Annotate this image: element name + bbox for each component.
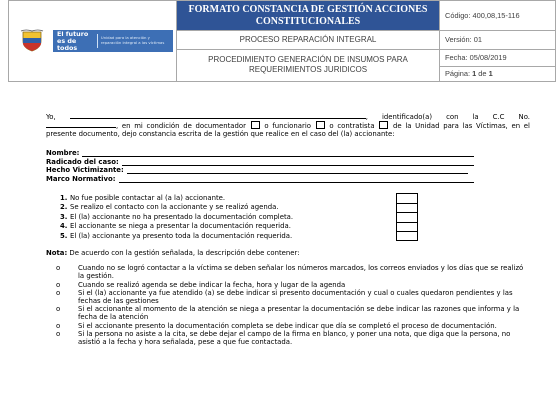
field-radicado [46, 157, 530, 166]
case-fields [46, 149, 530, 183]
field-label: Hecho Victimizante: [46, 166, 124, 175]
field-line[interactable] [82, 150, 474, 157]
tagline-divider [97, 34, 98, 48]
bullet-marker: o [56, 288, 61, 297]
field-line[interactable] [119, 176, 475, 183]
option-text: El (la) accionante ya presento toda la documentación requerida. [70, 232, 293, 241]
list-item [56, 281, 530, 289]
funcionario-checkbox[interactable] [316, 121, 325, 129]
option-item [60, 212, 530, 222]
note [46, 249, 530, 257]
field-label: Nombre: [46, 149, 80, 157]
instructions-list [56, 264, 530, 346]
list-item-text: Cuando no se logró contactar a la víctima se deben señalar los números marcados, los correos enviados y los días que se realizó la gestión. [78, 264, 524, 281]
field-line[interactable] [122, 159, 474, 166]
document-header [8, 0, 556, 82]
logo [13, 1, 172, 81]
option-checkbox[interactable] [396, 193, 418, 203]
bullet-marker: o [56, 264, 61, 273]
option-text: Se realizo el contacto con la accionante y se realizó agenda. [70, 203, 279, 212]
tagline-sub: Unidad para la atención y reparación integral a las víctimas [100, 35, 165, 45]
bullet-marker: o [56, 305, 61, 314]
option-checkbox[interactable] [396, 203, 418, 213]
document-version: Versión: 01 [440, 31, 556, 49]
field-label: Radicado del caso: [46, 157, 119, 166]
contratista-checkbox[interactable] [379, 121, 388, 129]
option-checkbox[interactable] [396, 222, 418, 232]
option-item [60, 222, 530, 232]
government-tagline [53, 30, 173, 52]
option-number: 4. [60, 222, 68, 231]
document-body [46, 112, 530, 346]
list-item [56, 322, 530, 330]
list-item-text: Cuando se realizó agenda se debe indicar la fecha, hora y lugar de la agenda [78, 280, 346, 289]
option-checkbox[interactable] [396, 212, 418, 222]
logo-cell [9, 1, 177, 82]
documentador-checkbox[interactable] [251, 121, 260, 129]
list-item-text: Si el accionante presento la documentación completa se debe indicar que día se completó el proceso de documentación. [78, 321, 497, 330]
document-date: Fecha: 05/08/2019 [440, 49, 556, 66]
bullet-marker: o [56, 321, 61, 330]
list-item [56, 264, 530, 280]
option-text: El (la) accionante no ha presentado la documentación completa. [70, 212, 294, 221]
page-number: Página: 1 de 1 [440, 66, 556, 81]
tagline-main: El futuro es de todos [57, 29, 89, 52]
list-item [56, 289, 530, 305]
note-label: Nota: [46, 248, 68, 257]
field-line[interactable] [127, 167, 468, 174]
document-code: Código: 400,08,15-116 [440, 1, 556, 31]
process-name: PROCESO REPARACIÓN INTEGRAL [177, 31, 440, 49]
field-hecho [46, 166, 530, 175]
option-item [60, 231, 530, 241]
option-number: 2. [60, 203, 68, 212]
list-item-text: Si la persona no asiste a la cita, se debe dejar el campo de la firma en blanco, y poner una nota, que diga que la persona, no asistió a la fecha y hora señalada, pese a que fue contactada. [78, 329, 511, 346]
bullet-marker: o [56, 329, 61, 338]
procedure-name: PROCEDIMIENTO GENERACIÓN DE INSUMOS PARA REQUERIMIENTOS JURIDICOS [177, 49, 440, 81]
option-text: El accionante se niega a presentar la documentación requerida. [70, 222, 291, 231]
management-options [60, 193, 530, 241]
option-checkbox[interactable] [396, 231, 418, 241]
option-number: 3. [60, 212, 68, 221]
field-marco [46, 174, 530, 183]
name-blank-line[interactable] [70, 112, 366, 119]
option-number: 5. [60, 232, 68, 241]
intro-paragraph: Yo, , identificado(a) con la C.C No. , en mi condición de documentador o funcionario o contratista de la Unidad para las Víctimas, en el presente documento, dejo constancia escrita de la gestión que realice en el caso del (la) accionante: [46, 113, 530, 139]
bullet-marker: o [56, 280, 61, 289]
field-label: Marco Normativo: [46, 174, 116, 183]
note-text: De acuerdo con la gestión señalada, la descripción debe contener: [67, 248, 300, 257]
coat-of-arms-icon [19, 29, 45, 53]
option-text: No fue posible contactar al (a la) accionante. [70, 193, 226, 202]
option-item [60, 203, 530, 213]
list-item [56, 330, 530, 346]
field-nombre [46, 149, 530, 158]
document-title: FORMATO CONSTANCIA DE GESTIÓN ACCIONES CONSTITUCIONALES [177, 1, 440, 31]
list-item-text: Si el (la) accionante ya fue atendido (a) se debe indicar si presento documentación y cual o cuales quedaron pendientes y las fechas de las gestiones [78, 288, 513, 305]
option-number: 1. [60, 193, 68, 202]
id-blank-line[interactable] [46, 121, 116, 128]
list-item-text: Si el accionante al momento de la atención se niega a presentar la documentación se debe indicar las razones que informa y la fecha de la atención [78, 305, 520, 322]
option-item [60, 193, 530, 203]
list-item [56, 305, 530, 321]
